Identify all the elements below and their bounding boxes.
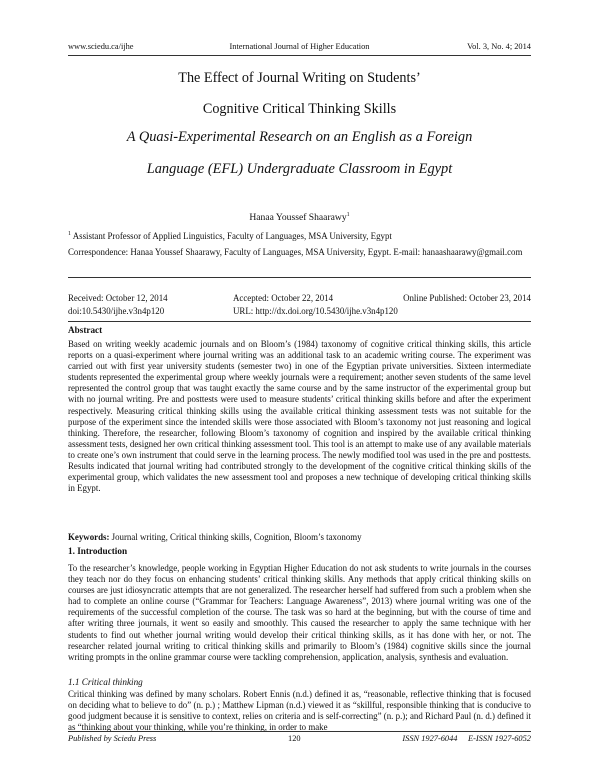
section-1-1-heading: 1.1 Critical thinking: [68, 677, 143, 687]
running-footer: [68, 734, 531, 746]
footer-publisher: Published by Sciedu Press: [68, 734, 157, 743]
author-name: Hanaa Youssef Shaarawy: [249, 212, 347, 224]
date-accepted: Accepted: October 22, 2014: [233, 293, 334, 303]
date-published: Online Published: October 23, 2014: [403, 293, 531, 303]
abstract-heading: Abstract: [68, 325, 103, 335]
affiliation-mark: 1: [68, 231, 71, 237]
author-mark: 1: [346, 212, 350, 218]
keywords-label: Keywords:: [68, 532, 110, 542]
title-line-2: Cognitive Critical Thinking Skills: [202, 101, 397, 117]
subtitle-line-1: A Quasi-Experimental Research on an English as a Foreign: [126, 129, 473, 145]
intro-text: To the researcher’s knowledge, people working in Egyptian Higher Education do not ask students to write journals in the courses they teach nor do they focus on enhancing students’ critical thinking skills. Any methods that apply critical thinking skills on courses are just idiosyncratic attempts that are not generalized. The researcher herself had suffered from such a problem when she had to complete an online course (“Grammar for Teachers: Language Awareness”, 2013) where journal writing was one of the requirements of the successful completion of the course. The task was so hard at the beginning, but with the course of time and after writing three journals, it went so easily and smoothly. This caused the researcher to apply the same technique with her students to find out whether journal writing would develop their critical thinking skills, as it has done with her, or not. The researcher related journal writing to critical thinking skills and primarily to Bloom’s (1984) cognitive skills since the journal writing prompts in the online grammar course were tackling comprehension, application, analysis, synthesis and evaluation.: [68, 563, 531, 662]
section-1-1-text: Critical thinking was defined by many scholars. Robert Ennis (n.d.) defined it as, “reasonable, reflective thinking that is focused on deciding what to believe to do” (n. p.) ; Matthew Lipman (n.d.) viewed it as “skillful, responsible thinking that is conducive to good judgment because it is sensitive to context, relies on criteria and is self-correcting” (n. p.); and Richard Paul (n. d.) defined it as “thinking about your thinking, while you’re thinking, in order to make: [68, 689, 531, 733]
meta-rule-bottom: [68, 321, 531, 322]
doi-row: [68, 306, 531, 318]
subtitle-line-2: Language (EFL) Undergraduate Classroom in Egypt: [146, 161, 453, 177]
footer-issn: ISSN 1927-6044 E-ISSN 1927-6052: [402, 734, 531, 743]
dates-row: [68, 293, 531, 305]
header-rule: [68, 55, 531, 56]
keywords-text: Journal writing, Critical thinking skills, Cognition, Bloom’s taxonomy: [111, 532, 362, 542]
date-received: Received: October 12, 2014: [68, 293, 168, 303]
affiliation-text: Assistant Professor of Applied Linguistics, Faculty of Languages, MSA University, Egypt: [72, 230, 392, 241]
header-volume: Vol. 3, No. 4; 2014: [467, 42, 531, 51]
footer-page-number: 120: [288, 734, 301, 743]
keywords: [68, 532, 531, 543]
header-website[interactable]: www.sciedu.ca/ijhe: [68, 42, 134, 51]
author: [68, 212, 531, 223]
doi: doi:10.5430/ijhe.v3n4p120: [68, 306, 165, 316]
doi-url[interactable]: URL: http://dx.doi.org/10.5430/ijhe.v3n4p120: [233, 306, 398, 316]
affiliation: [68, 229, 531, 242]
title-line-1: The Effect of Journal Writing on Students’: [178, 70, 421, 86]
meta-rule-top: [68, 277, 531, 278]
abstract-text: Based on writing weekly academic journals and on Bloom’s (1984) taxonomy of cognitive critical thinking skills, this article reports on a quasi-experiment where journal writing was an additional task to an academic writing course. The experiment was carried out with first year university students (semester two) in one of the Egyptian private universities. Sixteen intermediate students represented the experimental group where weekly journals were a requirement; another seven students of the same level represented the control group that was taught exactly the same course and by the same instructor of the experimental group but with no journal writing. Pre and posttests were used to measure students’ critical thinking skills before and after the experiment respectively. Measuring critical thinking skills using the available critical thinking assessment tests was not suitable for the purpose of the experiment since the intended skills were those associated with Bloom’s taxonomy not just reasoning and logical thinking. Therefore, the researcher, following Bloom’s taxonomy of cognition and inspired by the available critical thinking assessment tests, designed her own critical thinking assessment tool. This tool is an attempt to make use of any available materials to create one’s own instrument that could serve in the learning process. The newly modified tool was used in the pre and posttests. Results indicated that journal writing had contributed strongly to the development of the cognitive critical thinking skills of the experimental group, which validates the new assessment tool and proposes a new technique of developing critical thinking skills in Egypt.: [68, 339, 531, 494]
correspondence: Correspondence: Hanaa Youssef Shaarawy, Faculty of Languages, MSA University, Egypt. E-mail: hanaashaarawy@gmail.com: [68, 247, 523, 257]
header-journal: International Journal of Higher Education: [229, 42, 370, 51]
intro-heading: 1. Introduction: [68, 546, 128, 556]
footer-rule: [68, 731, 531, 732]
